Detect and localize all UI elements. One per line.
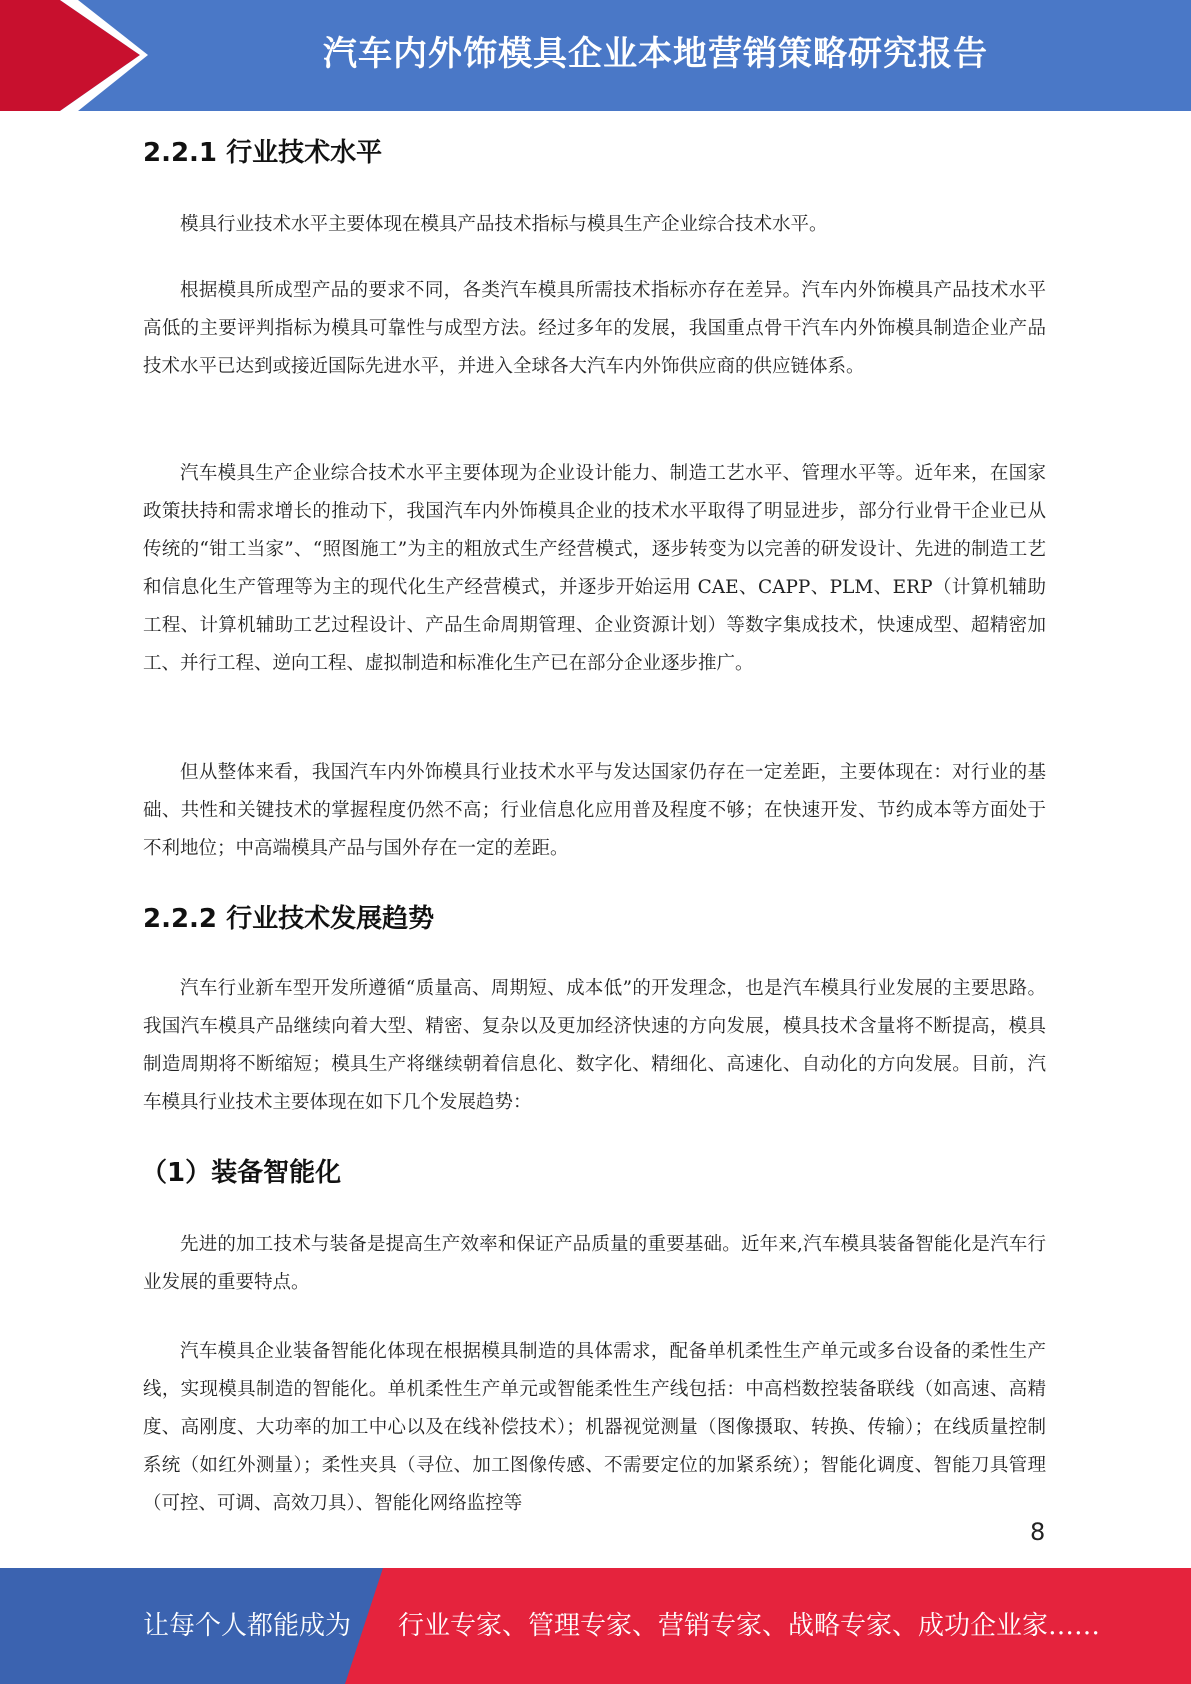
report-title: 汽车内外饰模具企业本地营销策略研究报告 — [323, 34, 988, 74]
paragraph: 根据模具所成型产品的要求不同，各类汽车模具所需技术指标亦存在差异。汽车内外饰模具产品技术水平高低的主要评判指标为模具可靠性与成型方法。经过多年的发展，我国重点骨干汽车内外饰模具制造企业产品技术水平已达到或接近国际先进水平，并进入全球各大汽车内外饰供应商的供应链体系。 — [143, 280, 1046, 377]
footer-slogan-left: 让每个人都能成为 — [143, 1611, 352, 1641]
paragraph: 汽车行业新车型开发所遵循“质量高、周期短、成本低”的开发理念，也是汽车模具行业发展的主要思路。我国汽车模具产品继续向着大型、精密、复杂以及更加经济快速的方向发展，模具技术含量将不断提高，模具制造周期将不断缩短；模具生产将继续朝着信息化、数字化、精细化、高速化、自动化的方向发展。目前，汽车模具行业技术主要体现在如下几个发展趋势： — [143, 978, 1046, 1113]
section-heading-2-2-1: 2.2.1 行业技术水平 — [143, 138, 383, 168]
paragraph: 模具行业技术水平主要体现在模具产品技术指标与模具生产企业综合技术水平。 — [180, 214, 828, 235]
paragraph: 先进的加工技术与装备是提高生产效率和保证产品质量的重要基础。近年来,汽车模具装备智能化是汽车行业发展的重要特点。 — [143, 1234, 1046, 1293]
footer-slogan-right: 行业专家、管理专家、营销专家、战略专家、成功企业家…… — [398, 1611, 1101, 1641]
section-heading-2-2-2: 2.2.2 行业技术发展趋势 — [143, 904, 435, 934]
page-header — [0, 0, 1191, 111]
page-number: 8 — [1030, 1518, 1046, 1546]
paragraph: 但从整体来看，我国汽车内外饰模具行业技术水平与发达国家仍存在一定差距，主要体现在：对行业的基础、共性和关键技术的掌握程度仍然不高；行业信息化应用普及程度不够；在快速开发、节约成本等方面处于不利地位；中高端模具产品与国外存在一定的差距。 — [143, 762, 1046, 859]
paragraph: 汽车模具企业装备智能化体现在根据模具制造的具体需求，配备单机柔性生产单元或多台设备的柔性生产线，实现模具制造的智能化。单机柔性生产单元或智能柔性生产线包括：中高档数控装备联线（如高速、高精度、高刚度、大功率的加工中心以及在线补偿技术）；机器视觉测量（图像摄取、转换、传输）；在线质量控制系统（如红外测量）；柔性夹具（寻位、加工图像传感、不需要定位的加紧系统）；智能化调度、智能刀具管理（可控、可调、高效刀具）、智能化网络监控等 — [143, 1341, 1046, 1514]
page-footer — [0, 1568, 1191, 1684]
paragraph: 汽车模具生产企业综合技术水平主要体现为企业设计能力、制造工艺水平、管理水平等。近年来，在国家政策扶持和需求增长的推动下，我国汽车内外饰模具企业的技术水平取得了明显进步，部分行业骨干企业已从传统的“钳工当家”、“照图施工”为主的粗放式生产经营模式，逐步转变为以完善的研发设计、先进的制造工艺和信息化生产管理等为主的现代化生产经营模式，并逐步开始运用 CAE、CAPP、PLM、ERP（计算机辅助工程、计算机辅助工艺过程设计、产品生命周期管理、企业资源计划）等数字集成技术，快速成型、超精密加工、并行工程、逆向工程、虚拟制造和标准化生产已在部分企业逐步推广。 — [143, 463, 1046, 674]
subsection-heading-equipment-intelligence: （1）装备智能化 — [141, 1158, 342, 1188]
